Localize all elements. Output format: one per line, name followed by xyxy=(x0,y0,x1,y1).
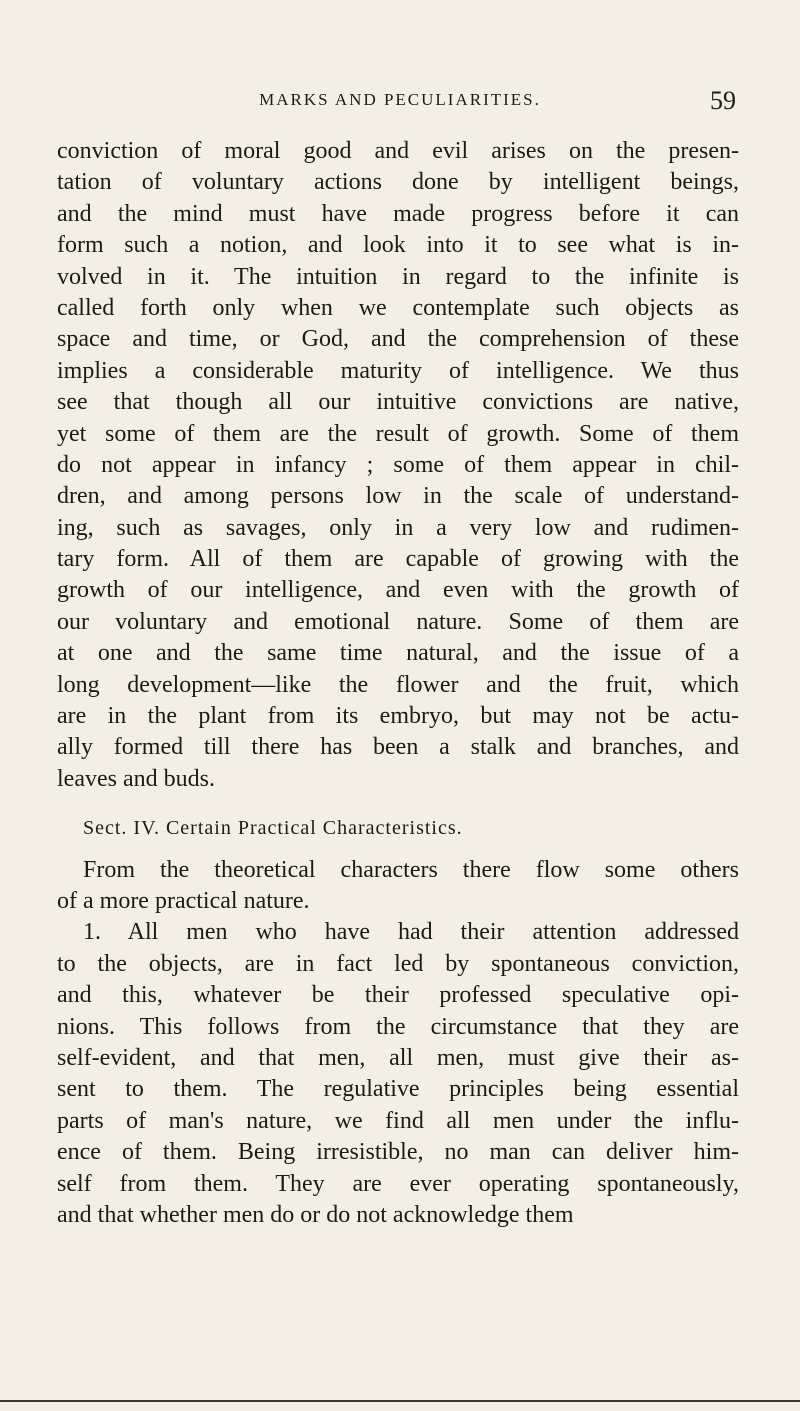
section-heading: Sect. IV. Certain Practical Characteristics. xyxy=(83,817,463,840)
body-text xyxy=(57,136,739,1231)
paragraph-1 xyxy=(57,136,739,795)
text-line: implies a considerable maturity of intelligence. We thus xyxy=(57,357,739,384)
text-line: parts of man's nature, we find all men under the influ- xyxy=(57,1107,739,1134)
page-number: 59 xyxy=(710,86,736,115)
text-line: self from them. They are ever operating spontaneously, xyxy=(57,1170,739,1197)
text-line: conviction of moral good and evil arises on the presen- xyxy=(57,138,739,164)
text-line: volved in it. The intuition in regard to the infinite is xyxy=(57,263,739,290)
page-edge-divider xyxy=(0,1400,800,1402)
text-line: space and time, or God, and the comprehension of these xyxy=(57,326,739,353)
text-line: of a more practical nature. xyxy=(57,887,310,914)
text-line: long development—like the flower and the fruit, which xyxy=(57,671,739,698)
text-line: called forth only when we contemplate such objects as xyxy=(57,294,739,321)
text-line: tary form. All of them are capable of growing with the xyxy=(57,546,739,573)
text-line: our voluntary and emotional nature. Some of them are xyxy=(57,608,739,635)
text-line: growth of our intelligence, and even with the growth of xyxy=(57,577,739,604)
text-line: leaves and buds. xyxy=(57,765,215,792)
text-line: tation of voluntary actions done by intelligent beings, xyxy=(57,169,739,196)
text-line: self-evident, and that men, all men, must give their as- xyxy=(57,1044,739,1071)
text-line: and that whether men do or do not acknowledge them xyxy=(57,1201,574,1228)
text-line: yet some of them are the result of growth. Some of them xyxy=(57,420,739,447)
running-title: MARKS AND PECULIARITIES. xyxy=(259,90,541,109)
text-line: to the objects, are in fact led by spontaneous conviction, xyxy=(57,950,739,977)
text-line: are in the plant from its embryo, but may not be actu- xyxy=(57,703,739,730)
text-line: and this, whatever be their professed speculative opi- xyxy=(57,982,739,1009)
text-line: From the theoretical characters there flow some others xyxy=(83,856,739,883)
text-line: at one and the same time natural, and the issue of a xyxy=(57,640,739,667)
paragraph-2 xyxy=(57,855,739,918)
text-line: do not appear in infancy ; some of them appear in chil- xyxy=(57,451,739,478)
text-line: ing, such as savages, only in a very low and rudimen- xyxy=(57,514,739,541)
text-line: dren, and among persons low in the scale of understand- xyxy=(57,483,739,510)
paragraph-3 xyxy=(57,917,739,1231)
text-line: ence of them. Being irresistible, no man can deliver him- xyxy=(57,1139,739,1166)
text-line: ally formed till there has been a stalk and branches, and xyxy=(57,734,739,761)
text-line: nions. This follows from the circumstance that they are xyxy=(57,1013,739,1040)
text-line: and the mind must have made progress before it can xyxy=(57,200,739,227)
text-line: see that though all our intuitive convictions are native, xyxy=(57,389,739,416)
text-line: 1. All men who have had their attention addressed xyxy=(83,919,739,946)
text-line: form such a notion, and look into it to see what is in- xyxy=(57,232,739,259)
text-line: sent to them. The regulative principles being essential xyxy=(57,1076,739,1103)
running-head xyxy=(60,86,740,116)
